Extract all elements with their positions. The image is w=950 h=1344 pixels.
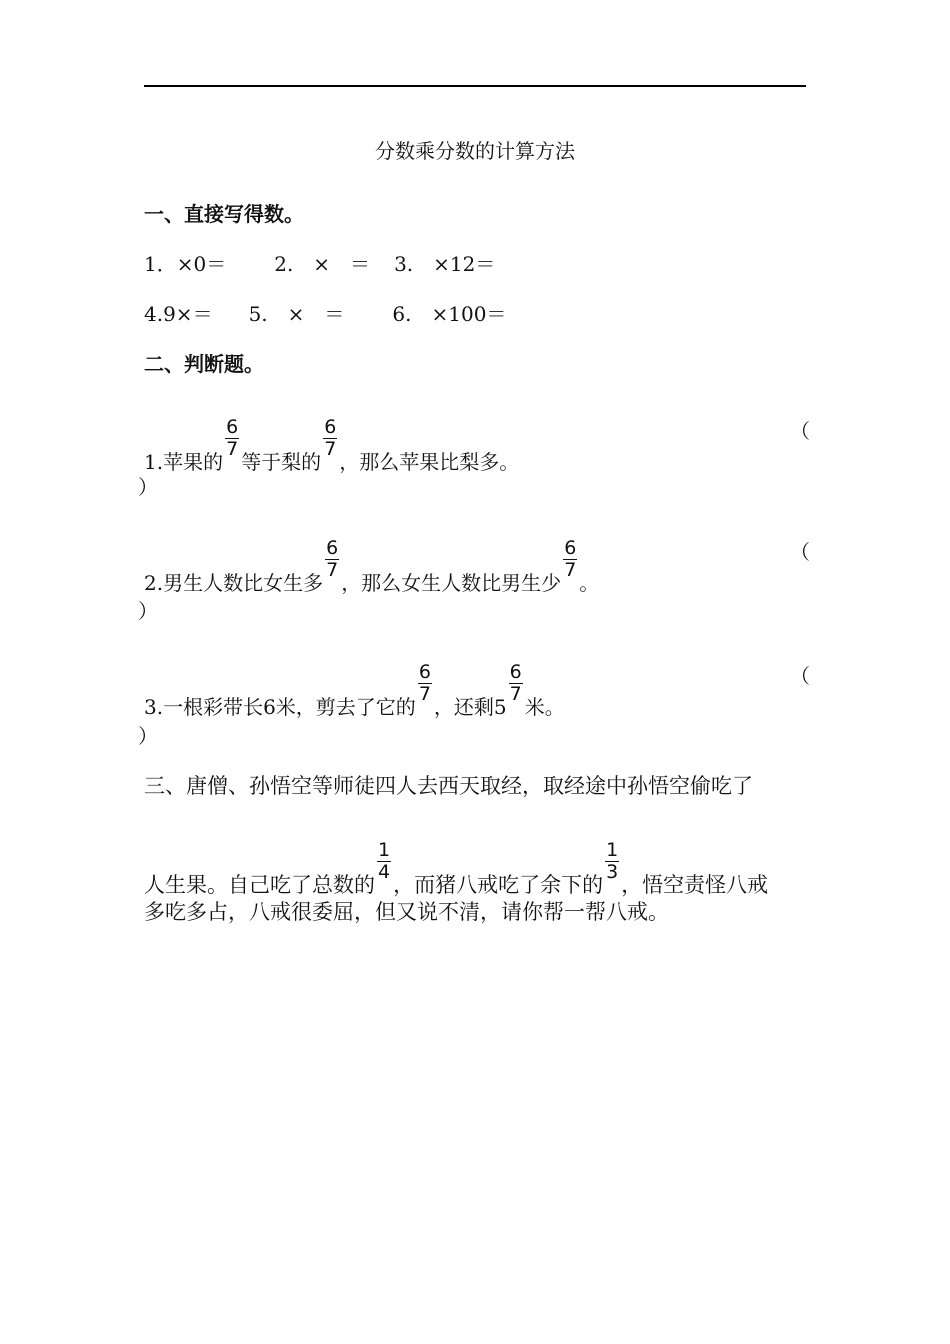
s1-item-5: 5. × ＝ — [248, 302, 345, 326]
section-1-row-1 — [144, 250, 495, 278]
fraction: $\frac{6}{7}$ — [226, 416, 239, 460]
word-problem-line-3: 多吃多占，八戒很委屈，但又说不清，请你帮一帮八戒。 — [144, 900, 669, 924]
fraction: $\frac{1}{3}$ — [606, 839, 619, 883]
s1-item-4: 4.9×＝ — [144, 302, 213, 326]
fraction: $\frac{6}{7}$ — [326, 537, 339, 581]
answer-bracket-close: ） — [138, 724, 158, 748]
fraction: $\frac{6}{7}$ — [324, 416, 337, 460]
fraction: $\frac{6}{7}$ — [418, 661, 431, 705]
fraction: $\frac{6}{7}$ — [509, 661, 522, 705]
answer-bracket-close: ） — [138, 475, 158, 499]
answer-bracket-close: ） — [138, 599, 158, 623]
answer-bracket-open: （ — [790, 664, 810, 688]
s1-item-6: 6. ×100＝ — [392, 302, 507, 326]
judge-question-2: 2.男生人数比女生多 $\frac{6}{7}$ ，那么女生人数比男生少 $\frac{6}{7}$ 。 — [144, 537, 600, 595]
s1-item-1: 1．×0＝ — [144, 252, 227, 276]
judge-question-3: 3.一根彩带长6米，剪去了它的 $\frac{6}{7}$ ，还剩5 $\frac{6}{7}$ 米。 — [144, 661, 565, 719]
section-1-row-2 — [144, 300, 506, 328]
header-rule — [144, 85, 806, 87]
section-1-heading: 一、直接写得数。 — [144, 202, 304, 226]
fraction: $\frac{6}{7}$ — [564, 537, 577, 581]
judge-question-1: 1.苹果的 $\frac{6}{7}$ 等于梨的 $\frac{6}{7}$ ，那么苹果比梨多。 — [144, 416, 520, 474]
word-problem-line-1: 三、唐僧、孙悟空等师徒四人去西天取经，取经途中孙悟空偷吃了 — [144, 774, 753, 798]
s1-item-3: 3. ×12＝ — [394, 252, 496, 276]
answer-bracket-open: （ — [790, 419, 810, 443]
answer-bracket-open: （ — [790, 540, 810, 564]
word-problem-line-2: 人生果。自己吃了总数的 $\frac{1}{4}$ ，而猪八戒吃了余下的 $\frac{1}{3}$ ，悟空责怪八戒 — [144, 839, 769, 897]
page-title: 分数乘分数的计算方法 — [375, 139, 575, 163]
section-2-heading: 二、判断题。 — [144, 352, 264, 376]
s1-item-2: 2. × ＝ — [274, 252, 371, 276]
fraction: $\frac{1}{4}$ — [378, 839, 391, 883]
